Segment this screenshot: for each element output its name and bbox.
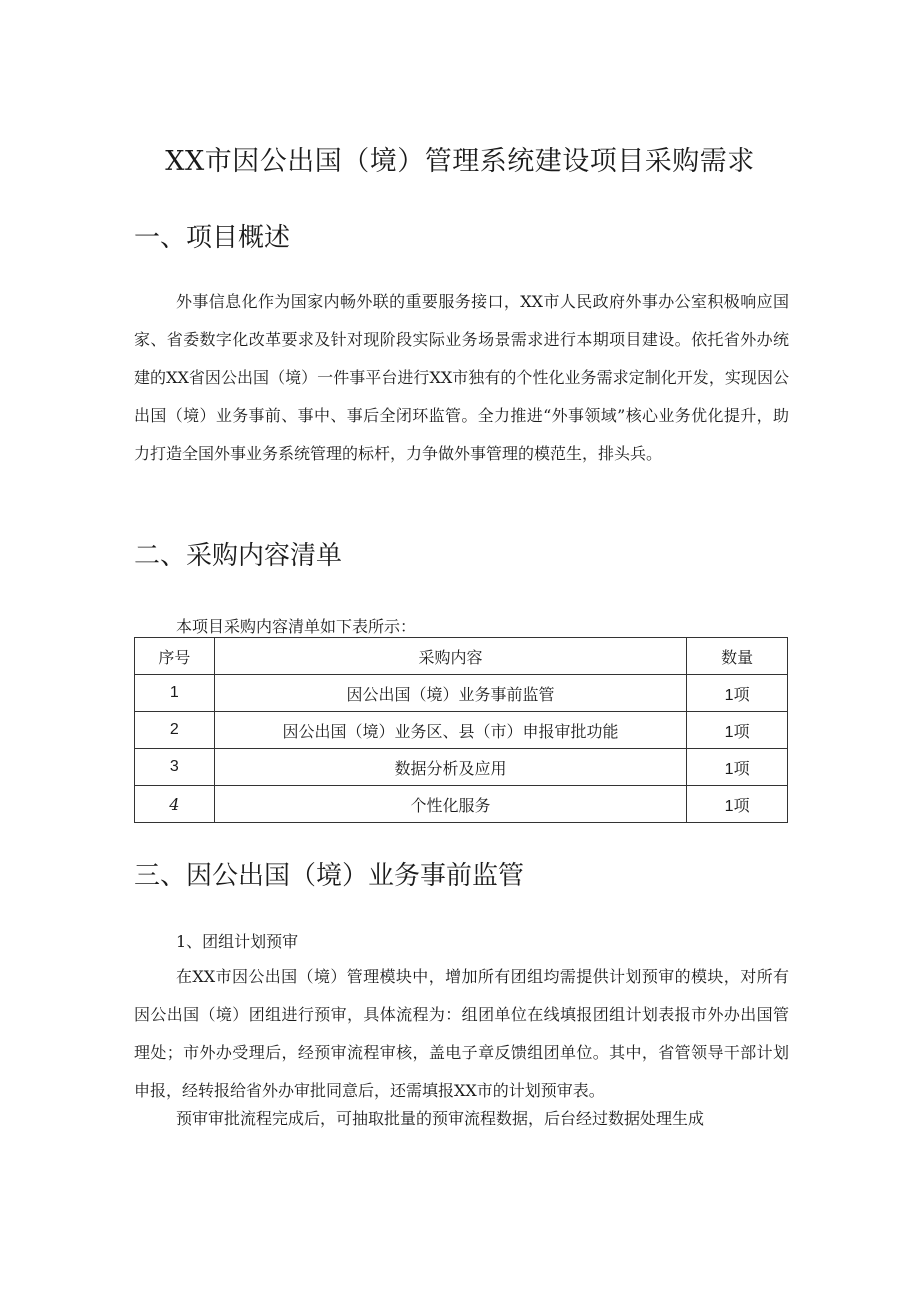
table-row bbox=[135, 712, 788, 749]
procurement-table bbox=[134, 637, 788, 823]
header-qty: 数量 bbox=[687, 638, 788, 675]
table-row bbox=[135, 786, 788, 823]
procurement-intro: 本项目采购内容清单如下表所示： bbox=[176, 617, 417, 636]
row-qty: 1项 bbox=[687, 786, 788, 823]
page-title: XX市因公出国（境）管理系统建设项目采购需求 bbox=[165, 146, 755, 177]
row-content: 因公出国（境）业务区、县（市）申报审批功能 bbox=[214, 712, 687, 749]
table-row bbox=[135, 749, 788, 786]
row-no: 1 bbox=[135, 675, 215, 712]
header-no: 序号 bbox=[135, 638, 215, 675]
section-heading-procurement: 二、采购内容清单 bbox=[134, 541, 343, 571]
table-header-row bbox=[135, 638, 788, 675]
row-qty: 1项 bbox=[687, 749, 788, 786]
section-heading-pre-supervision: 三、因公出国（境）业务事前监管 bbox=[134, 861, 525, 891]
row-content: 个性化服务 bbox=[214, 786, 687, 823]
subheading-plan-prereview: 1、团组计划预审 bbox=[176, 932, 299, 951]
row-content: 因公出国（境）业务事前监管 bbox=[214, 675, 687, 712]
row-no: 2 bbox=[135, 712, 215, 749]
overview-paragraph: 外事信息化作为国家内畅外联的重要服务接口，XX市人民政府外事办公室积极响应国家、省委数字化改革要求及针对现阶段实际业务场景需求进行本期项目建设。依托省外办统建的XX省因公出国（境）一件事平台进行XX市独有的个性化业务需求定制化开发，实现因公出国（境）业务事前、事中、事后全闭环监管。全力推进“外事领域”核心业务优化提升，助力打造全国外事业务系统管理的标杆，力争做外事管理的模范生，排头兵。 bbox=[134, 292, 789, 463]
row-no: 4 bbox=[135, 786, 215, 823]
header-content: 采购内容 bbox=[214, 638, 687, 675]
prereview-paragraph: 在XX市因公出国（境）管理模块中，增加所有团组均需提供计划预审的模块，对所有因公出国（境）团组进行预审，具体流程为：组团单位在线填报团组计划表报市外办出国管理处；市外办受理后，经预审流程审核，盖电子章反馈组团单位。其中，省管领导干部计划申报，经转报给省外办审批同意后，还需填报XX市的计划预审表。 bbox=[134, 967, 789, 1100]
row-qty: 1项 bbox=[687, 712, 788, 749]
row-content: 数据分析及应用 bbox=[214, 749, 687, 786]
prereview-followup-paragraph: 预审审批流程完成后，可抽取批量的预审流程数据，后台经过数据处理生成 bbox=[176, 1109, 705, 1128]
table-row bbox=[135, 675, 788, 712]
section-heading-overview: 一、项目概述 bbox=[134, 223, 291, 253]
row-qty: 1项 bbox=[687, 675, 788, 712]
row-no: 3 bbox=[135, 749, 215, 786]
